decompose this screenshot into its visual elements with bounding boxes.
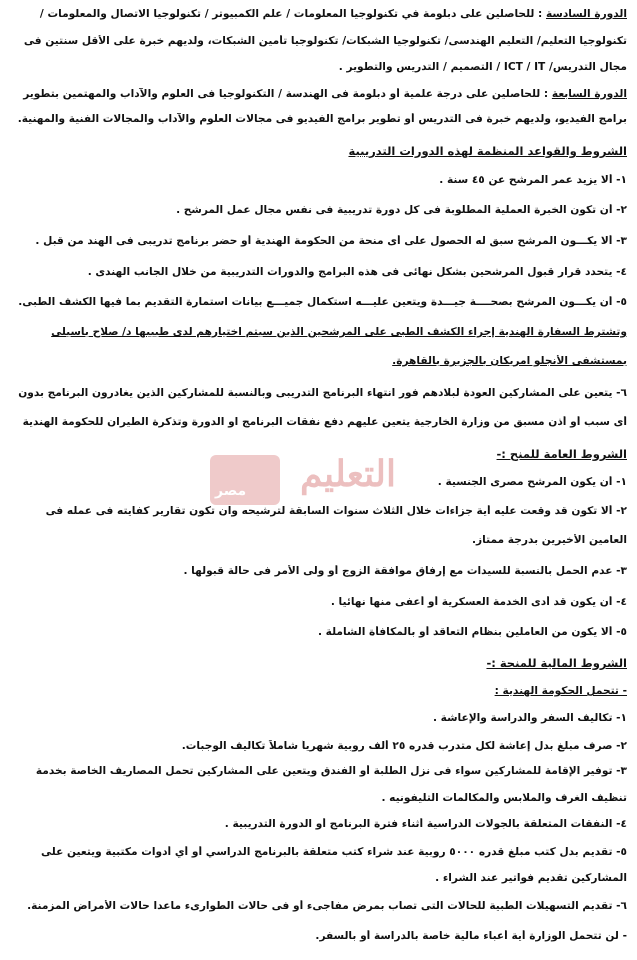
text-line: - لن تتحمل الوزارة أية أعباء مالية خاصة بالدراسة أو بالسفر. — [315, 930, 627, 942]
text-line: - تتحمل الحكومة الهندية : — [494, 685, 627, 697]
text-line: ٣- عدم الحمل بالنسبة للسيدات مع إرفاق موافقة الزوج أو ولى الأمر فى حالة قبولها . — [183, 565, 627, 577]
text-line: مجال التدريس/ ICT / IT / التصميم / التدريس والتطوير . — [338, 61, 627, 73]
text-line: تكنولوجيا التعليم/ التعليم الهندسى/ تكنولوجيا الشبكات/ تكنولوجيا تأمين الشبكات، ولديهم خبرة على الأقل سنتين فى — [23, 35, 627, 47]
text-line — [10, 8, 627, 21]
text-line: ١- ألا يزيد عمر المرشح عن ٤٥ سنة . — [439, 174, 627, 186]
text-line: ١- تكاليف السفر والدراسة والإعاشة . — [432, 712, 627, 724]
text-line: ٤- النفقات المتعلقة بالجولات الدراسية أثناء فترة البرنامج أو الدورة التدريبية . — [224, 818, 627, 830]
text-line: العامين الأخيرين بدرجة ممتاز. — [472, 534, 627, 546]
text-line: ٢- صرف مبلغ بدل إعاشة لكل متدرب قدره ٢٥ ألف روبية شهرياً شاملاً تكاليف الوجبات. — [181, 740, 627, 752]
course-heading: الدورة السادسة — [546, 8, 627, 20]
text-line: ٦- تقديم التسهيلات الطبية للحالات التى تصاب بمرض مفاجىء أو فى حالات الطوارىء ماعدا حالات الأمراض المزمنة. — [27, 900, 627, 912]
text-line: ٢- أن تكون الخبرة العملية المطلوبة فى كل دورة تدريبية فى نفس مجال عمل المرشح . — [176, 204, 627, 216]
line-text: : للحاصلين على دبلومة في تكنولوجيا المعلومات / علم الكمبيوتر / تكنولوجيا الاتصال والمعلومات / — [39, 8, 543, 20]
line-text: : للحاصلين على درجة علمية أو دبلومة فى الهندسة / التكنولوجيا فى العلوم والآداب والمهتمين بتطوير — [23, 88, 549, 100]
text-line — [10, 88, 627, 101]
text-line: ٣- ألا يكـــون المرشح سبق له الحصول على أى منحة من الحكومة الهندية أو حضر برنامج تدريبى فى الهند من قبل . — [35, 235, 627, 247]
text-line: وتشترط السفارة الهندية إجراء الكشف الطبى على المرشحين الذين سيتم اختيارهم لدى طبيبها د/ صلاح باسيلى — [51, 326, 627, 338]
text-line: تنظيف الغرف والملابس والمكالمات التليفونيه . — [381, 792, 627, 804]
text-line: ٦- يتعين على المشاركين العودة لبلادهم فور انتهاء البرنامج التدريبى وبالنسبة للمشاركين الذين يغادرون البرنامج بدون — [18, 387, 627, 399]
text-line: ٥- تقديم بدل كتب مبلغ قدره ٥٠٠٠ روبية عند شراء كتب متعلقة بالبرنامج الدراسي أو أي أدوات مكتبية ويتعين على — [41, 846, 627, 858]
section-heading: الشروط العامة للمنح :- — [496, 448, 627, 461]
text-line: ١- أن يكون المرشح مصرى الجنسية . — [437, 476, 627, 488]
text-line: ٢- ألا تكون قد وقعت عليه أية جزاءات خلال الثلاث سنوات السابقة لترشيحه وان تكون تقارير كفايته فى عمله فى — [45, 505, 627, 517]
text-line: ٥- أن يكـــون المرشح بصحــــة جيـــدة ويتعين عليـــه استكمال جميـــع بيانات استمارة التقديم بما فيها الكشف الطبى. — [18, 296, 627, 308]
text-line: ٥- ألا يكون من العاملين بنظام التعاقد أو بالمكافأة الشاملة . — [317, 626, 627, 638]
text-line: برامج الفيديو، ولديهم خبرة فى التدريس أو تطوير برامج الفيديو فى مجالات العلوم والآداب والمجالات الفنية والمهنية. — [17, 113, 627, 125]
watermark-text: التعليم — [300, 453, 396, 495]
text-line: ٤- يتحدد قرار قبول المرشحين بشكل نهائى فى هذه البرامج والدورات التدريبية من خلال الجانب الهندى . — [87, 266, 627, 278]
section-heading: الشروط والقواعد المنظمة لهذه الدورات التدريبية — [348, 145, 627, 158]
text-line: ٣- توفير الإقامة للمشاركين سواء فى نزل الطلبة أو الفندق ويتعين على المشاركين تحمل المصاريف الخاصة بخدمة — [35, 765, 627, 777]
watermark-badge-text: مصر — [215, 483, 247, 499]
section-heading: الشروط المالية للمنحة :- — [486, 657, 627, 670]
text-line: المشاركين تقديم فواتير عند الشراء . — [435, 872, 627, 884]
course-heading: الدورة السابعة — [551, 88, 627, 100]
text-line: أى سبب أو أذن مسبق من وزارة الخارجية يتعين عليهم دفع نفقات البرنامج او الدورة وتذكرة الطيران للحكومة الهندية — [22, 416, 627, 428]
text-line: بمستشفى الأنجلو امريكان بالجزيرة بالقاهرة. — [392, 355, 627, 367]
text-line: ٤- أن يكون قد أدى الخدمة العسكرية أو أعفى منها نهائيا . — [330, 596, 627, 608]
